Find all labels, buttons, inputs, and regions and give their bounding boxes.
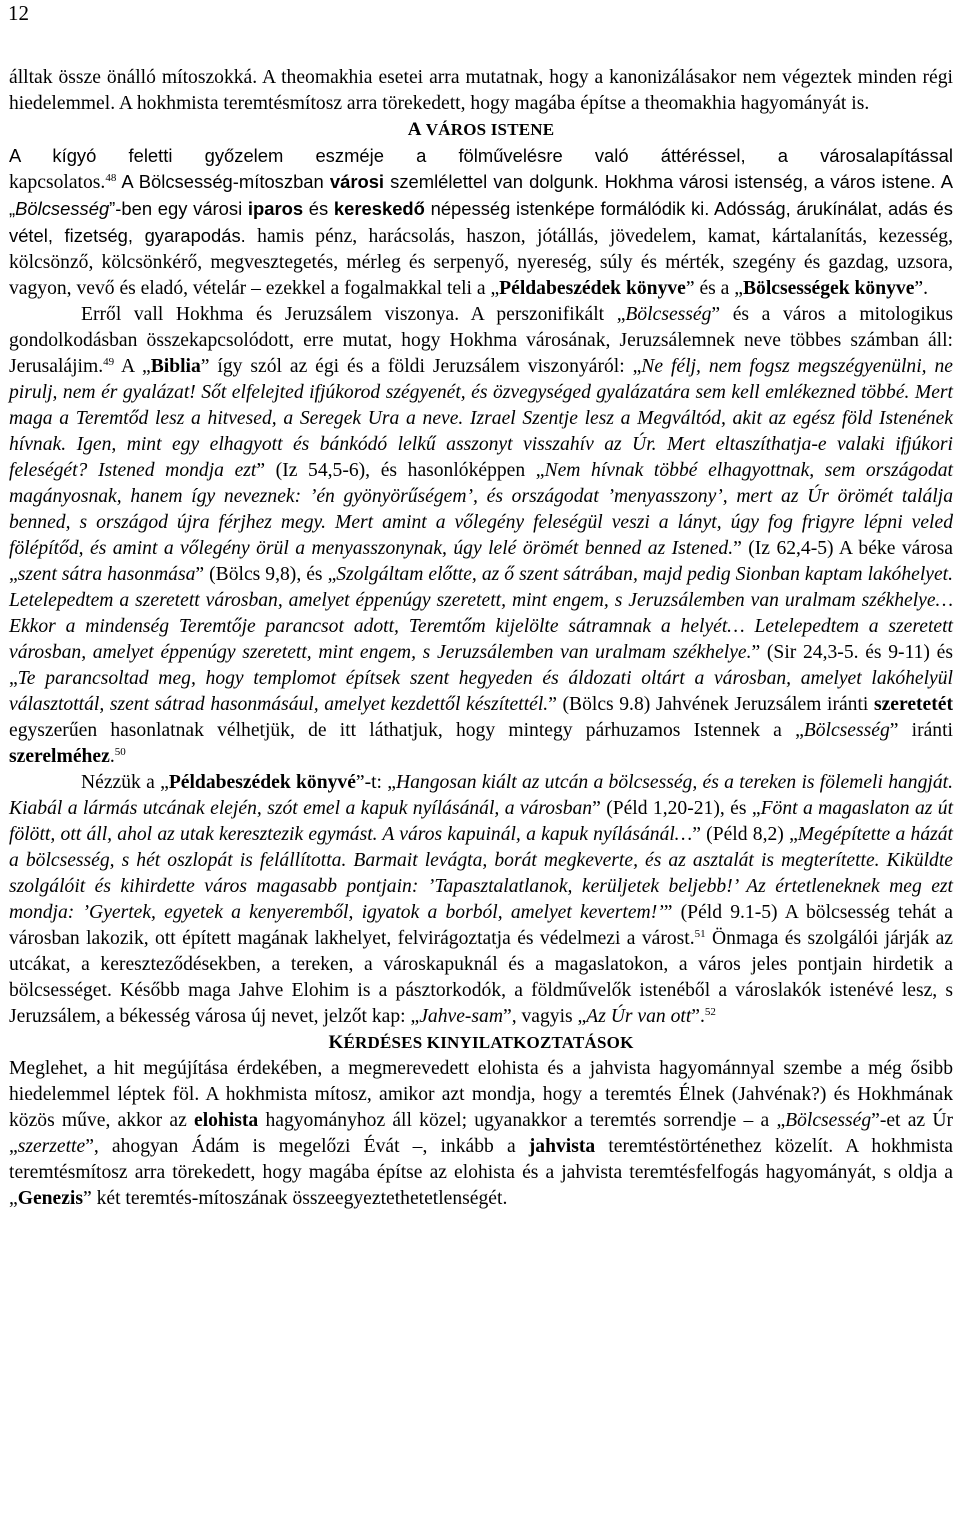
paragraph-intro: álltak össze önálló mítoszokká. A theomakhia esetei arra mutatnak, hogy a kanonizálásakor nem végeztek minden régi hiedelemmel. A hokhmista teremtésmítosz arra törekedett, hogy magába építse a theomakhia hagyományát is. — [9, 67, 953, 114]
text-run: ” (Bölcs 9.8) Jahvének Jeruzsálem iránti — [548, 694, 874, 715]
quotation: Szolgáltam előtte, az ő szent sátrában, majd pedig Sionban kaptam lakóhelyet. Letelepedtem a szeretett városban, amelyet éppenúgy szeretett, mint engem, s Jeruzsálemben van uralmam székhelye… Ekkor a mindenség Teremtője parancsot adott, Teremtőm kijelölte sátramnak a helyét… Letelepedtem a szeretett városban, amelyet éppenúgy szeretett, mint engem, s Jeruzsálemben van uralmam székhelye. — [9, 564, 953, 663]
text-run: ”, ahogyan Ádám is megelőzi Évát –, inkább a — [85, 1136, 529, 1157]
heading-rest: VÁROS ISTENE — [421, 120, 555, 139]
paragraph-hit-megujitasa — [9, 1056, 953, 1212]
text-run: ”. — [914, 278, 929, 299]
italic-term: szerzette — [17, 1136, 86, 1157]
text-run: és — [303, 198, 334, 219]
bold-term: Biblia — [150, 356, 201, 377]
text-run: Erről vall Hokhma és Jeruzsálem viszonya. A perszonifikált „ — [81, 304, 626, 325]
footnote-ref-51: 51 — [694, 928, 706, 940]
heading-initial: K — [328, 1032, 344, 1053]
text-run: népesség istenképe formálódik ki. Adósság, árukínálat, adás és vétel, fizetség, gyarapodás. — [9, 198, 953, 246]
text-run: szemlélettel van dolgunk. Hokhma városi istenség, a város istene. A „ — [9, 171, 954, 219]
heading-initial: A — [407, 119, 422, 140]
text-run: ” (Bölcs 9,8), és „ — [195, 564, 337, 585]
footnote-ref-52: 52 — [704, 1006, 716, 1018]
text-run: A Bölcsesség-mítoszban — [116, 171, 330, 192]
italic-term: Bölcsesség — [803, 720, 890, 741]
bold-term: Példabeszédek könyve — [499, 278, 686, 299]
quotation: szent sátra hasonmása — [17, 564, 196, 585]
paragraph-varos — [9, 143, 953, 302]
text-run: ” így szól az égi és a földi Jeruzsálem viszonyáról: „ — [200, 356, 642, 377]
heading-rest: ÉRDÉSES KINYILATKOZTATÁSOK — [343, 1033, 634, 1052]
text-run: ” (Iz 54,5-6), és hasonlóképpen „ — [256, 460, 545, 481]
text-run: teremtéstörténethez közelít. A hokhmista teremtésmítosz arra törekedett, hogy magába építse az elohista és a jahvista teremtésfelfogás hagyományát, s oldja a „ — [9, 1136, 953, 1209]
section-heading-varos-istene — [9, 117, 953, 143]
quotation: Ne félj, nem fogsz megszégyenülni, ne pirulj, nem ér gyalázat! Sőt elfelejted ifjúkorod szégyenét, és özvegységed gyalázatára sem kell emlékezned többé. Mert maga a Teremtőd lesz a hitvesed, a Seregek Ura a neve. Izrael Szentje lesz a Megváltód, akit az egész föld Istenének hívnak. Igen, mint egy elhagyott és bánkódó lelkű asszonyt visszahív az Úr. Mert eltaszíthatja-e valaki ifjúkori feleségét? Istened mondja ezt — [9, 356, 953, 481]
text-run: kapcsolatos. — [9, 172, 106, 193]
text-run: ” és a „ — [685, 278, 743, 299]
italic-term: Bölcsesség — [785, 1110, 872, 1131]
text-run: hagyományhoz áll közel; ugyanakkor a teremtés sorrendje – a „ — [258, 1110, 786, 1131]
text-run: ” és a város a mitologikus gondolkodásban összekapcsolódott, erre mutat, hogy Hokhma városának, Jeruzsálemnek neve többes számban áll: Jerusalájim. — [9, 304, 953, 377]
footnote-ref-50: 50 — [114, 746, 126, 758]
bold-term: szerelméhez — [9, 746, 110, 767]
text-run: ”-ben egy városi — [109, 198, 248, 219]
text-run: ” (Iz 62,4-5) A béke városa „ — [9, 538, 953, 585]
page-number: 12 — [8, 1, 29, 25]
text-run: ” (Péld 9.1-5) A bölcsesség tehát a városban lakozik, ott épített magának lakhelyet, felvirágoztatja és védelmezi a várost. — [9, 902, 953, 949]
text-run: egyszerűen hasonlatnak vélhetjük, de itt láthatjuk, hogy mintegy párhuzamos Istennek a „ — [9, 720, 804, 741]
quotation: Hangosan kiált az utcán a bölcsesség, és a tereken is fölemeli hangját. Kiabál a lármás utcának elején, szót emel a kapuk nyílásánál, a városban — [9, 772, 953, 819]
text-run: A „ — [114, 356, 151, 377]
italic-term: Az Úr van ott — [586, 1006, 692, 1027]
quotation: Fönt a magaslaton az út fölött, ott áll, ahol az utak keresztezik egymást. A város kapuinál, a kapuk nyílásánál… — [9, 798, 954, 845]
text-run: ”, vagyis „ — [503, 1006, 587, 1027]
bold-term: szeretetét — [873, 694, 953, 715]
page-text — [9, 65, 953, 1212]
bold-term: iparos — [247, 198, 304, 219]
text-run: Nézzük a „ — [81, 772, 169, 793]
italic-term: Bölcsesség — [625, 304, 712, 325]
bold-term: városi — [329, 171, 385, 192]
quotation: Nem hívnak többé elhagyottnak, sem országodat magányosnak, hanem így neveznek: ’én gyönyörűségem’, és országodat ’menyasszony’, mert az Úr örömét találja benned, s országod újra férjhez megy. Mert amint a vőlegény feleségül veszi a lányt, úgy fog frigyre lépni veled fölépítőd, és amint a vőlegény örül a menyasszonynak, úgy lelé örömét benned az Istened. — [9, 460, 953, 559]
text-run: Önmaga és szolgálói járják az utcákat, a kereszteződésekben, a tereken, a városkapuknál és a magaslatokon, a város jeles pontjain hirdetik a bölcsességet. Később maga Jahve Elohim is a pásztorkodók, a földművelők istenéből a városlakók istenévé lesz, s Jeruzsálem, a békesség városa új nevet, jelzőt kap: „ — [9, 928, 953, 1027]
italic-term: Jahve-sam — [419, 1006, 503, 1027]
bold-term: elohista — [194, 1110, 259, 1131]
footnote-ref-48: 48 — [105, 172, 117, 184]
bold-term: jahvista — [528, 1136, 596, 1157]
text-run: ”. — [691, 1006, 705, 1027]
text-run: hamis pénz, harácsolás, haszon, jótállás, jövedelem, kamat, kártalanítás, kezesség, kölcsönző, kölcsönkérő, megvesztegetés, mérleg és serpenyő, nyereség, súly és mérték, szegény és gazdag, uzsora, vagyon, vevő és eladó, vételár – ezekkel a fogalmakkal teli a „ — [9, 226, 953, 299]
paragraph-first-line: A kígyó feletti győzelem eszméje a fölművelésre való áttéréssel, a városalapítással — [9, 145, 953, 166]
section-heading-kerdeses-kinyilatkoztatasok — [9, 1030, 953, 1056]
bold-term: Példabeszédek könyvé — [168, 772, 356, 793]
bold-term: kereskedő — [333, 198, 425, 219]
paragraph-hokhma-jeruzsalem — [9, 302, 953, 770]
quotation: Te parancsoltad meg, hogy templomot építsek szent hegyeden és áldozati oltárt a városban, amelyet lakóhelyül választottál, szent sátrad hasonmásául, amelyet kezdettől készítettél. — [9, 668, 953, 715]
text-run: ”-et az Úr „ — [9, 1110, 953, 1157]
text-run: Meglehet, a hit megújítása érdekében, a megmerevedett elohista és a jahvista hagyománnyal szembe a még ősibb hiedelemmel léptek föl. A hokhmista mítosz, amikor azt mondja, hogy a teremtés Élnek (Jahvénak?) és Hokhmának közös műve, akkor az — [9, 1058, 953, 1131]
text-run: ” (Péld 8,2) „ — [692, 824, 798, 845]
paragraph-peldabeszedek — [9, 770, 953, 1030]
text-run: ” (Sir 24,3-5. és 9-11) és „ — [9, 642, 953, 689]
bold-term: Genezis — [17, 1188, 83, 1209]
footnote-ref-49: 49 — [103, 356, 115, 368]
text-run: ” iránti — [889, 720, 953, 741]
text-run: ” két teremtés-mítoszának összeegyeztethetetlenségét. — [83, 1188, 508, 1209]
bold-term: Bölcsességek könyve — [742, 278, 915, 299]
text-run: . — [109, 746, 115, 767]
italic-term: Bölcsesség — [15, 198, 110, 219]
quotation: Megépítette a házát a bölcsesség, s hét oszlopát is felállította. Barmait levágta, borát megkeverte, és az asztalát is megterítette. Kiküldte szolgálóit és kihirdette város magasabb pontjain: ’Tapasztalatlanok, kerüljetek beljebb!’ Az értetleneknek meg ezt mondja: ’Gyertek, egyetek a kenyeremből, igyatok a borból, amelyet kevertem!’ — [9, 824, 954, 923]
text-run: ”-t: „ — [355, 772, 396, 793]
text-run: ” (Péld 1,20-21), és „ — [592, 798, 761, 819]
